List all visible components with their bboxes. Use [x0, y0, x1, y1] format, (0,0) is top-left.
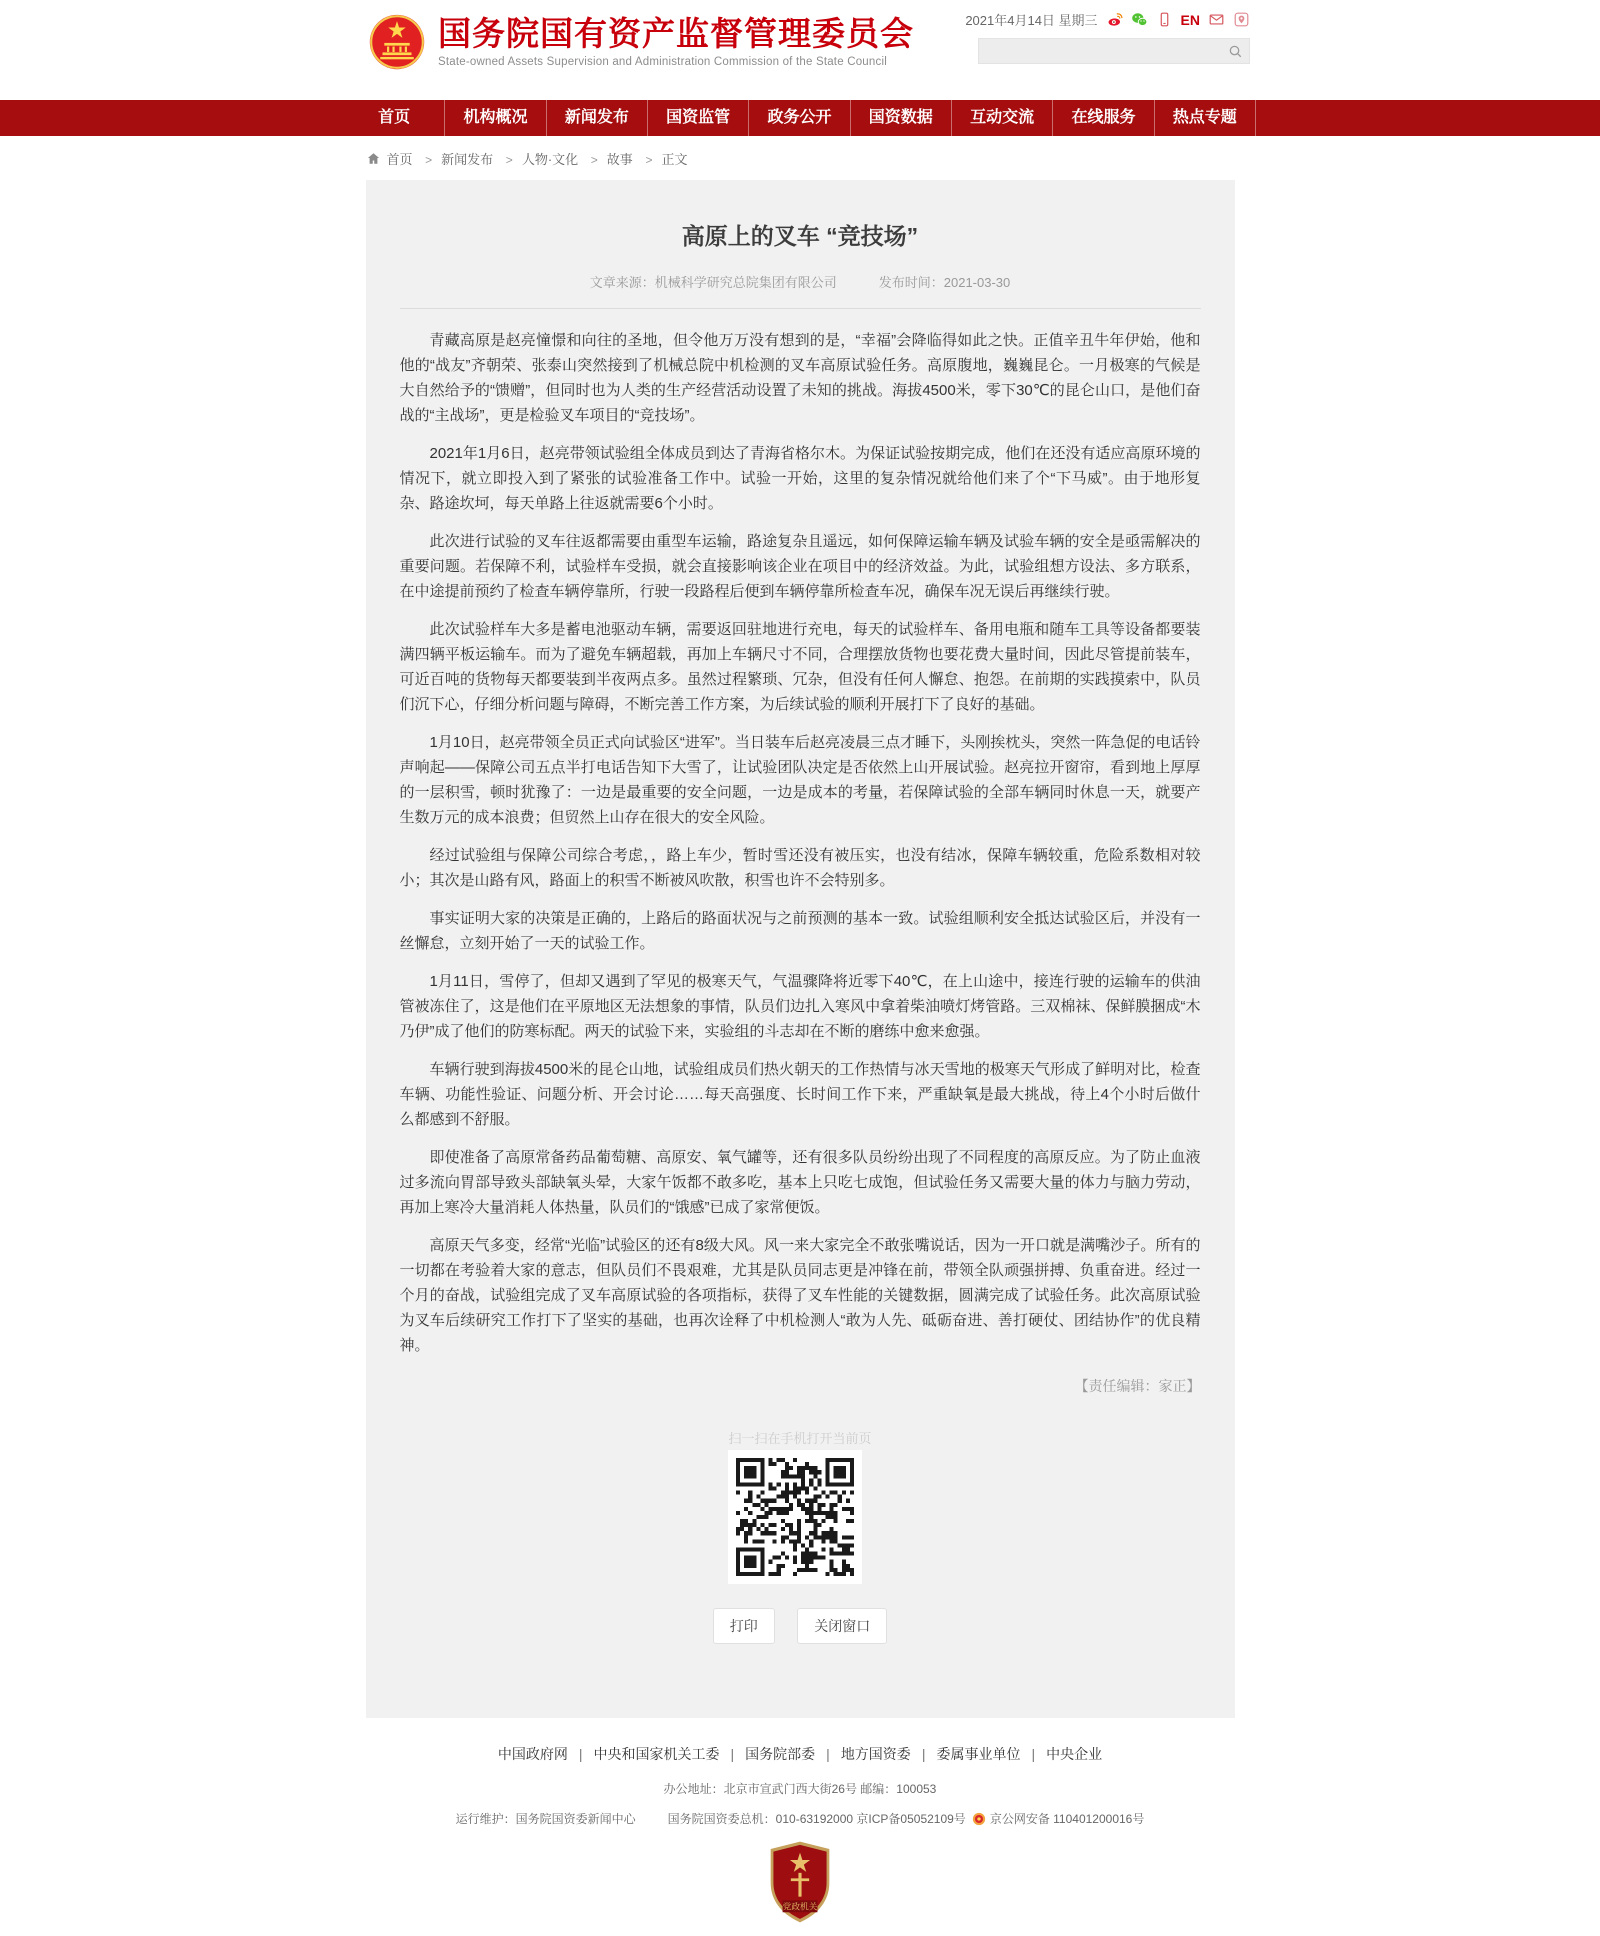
main-nav: [0, 100, 1600, 136]
article-source: 机械科学研究总院集团有限公司: [654, 275, 837, 290]
print-button[interactable]: 打印: [713, 1608, 775, 1644]
gov-badge-label: 党政机关: [782, 1901, 818, 1912]
article-paragraph: 事实证明大家的决策是正确的，上路后的路面状况与之前预测的基本一致。试验组顺利安全抵达试验区后，并没有一丝懈怠，立刻开始了一天的试验工作。: [399, 910, 1201, 952]
header-utilities: [965, 10, 1250, 64]
breadcrumb-item[interactable]: > 新闻发布: [416, 152, 493, 167]
article-paragraph: 此次进行试验的叉车往返都需要由重型车运输，路途复杂且遥远，如何保障运输车辆及试验车辆的安全是亟需解决的重要问题。若保障不利，试验样车受损，就会直接影响该企业在项目中的经济效益。为此，试验组想方设法、多方联系，在中途提前预约了检查车辆停靠所，行驶一段路程后便到车辆停靠所检查车况，确保车况无误后再继续行驶。: [399, 533, 1201, 600]
breadcrumb-item[interactable]: > 故事: [582, 152, 633, 167]
search-box: [978, 38, 1250, 64]
breadcrumb: [366, 149, 1235, 168]
nav-item[interactable]: 新闻发布: [547, 100, 648, 136]
search-input[interactable]: [979, 39, 1222, 63]
publish-time-label: 发布时间：: [878, 275, 944, 290]
nav-item[interactable]: 互动交流: [952, 100, 1053, 136]
article-paragraph: 1月10日，赵亮带领全员正式向试验区“进军”。当日装车后赵亮凌晨三点才睡下，头刚挨枕头，突然一阵急促的电话铃声响起——保障公司五点半打电话告知下大雪了，让试验团队决定是否依然上山开展试验。赵亮拉开窗帘，看到地上厚厚的一层积雪，顿时犹豫了：一边是最重要的安全问题，一边是成本的考量，若保障试验的全部车辆同时休息一天，就要产生数万元的成本浪费；但贸然上山存在很大的安全风险。: [399, 734, 1201, 826]
footer-maintenance: 运行维护：国务院国资委新闻中心: [455, 1812, 636, 1826]
footer-link[interactable]: | 国务院部委: [720, 1744, 816, 1764]
mobile-icon[interactable]: [1156, 11, 1173, 28]
breadcrumb-item[interactable]: > 正文: [636, 152, 687, 167]
editor-note: 【责任编辑：家正】: [1074, 1378, 1201, 1394]
breadcrumb-item[interactable]: 首页: [386, 152, 413, 167]
publish-date: 2021-03-30: [943, 275, 1011, 290]
brand: [368, 13, 914, 71]
nav-item[interactable]: 国资数据: [851, 100, 952, 136]
nav-item[interactable]: 热点专题: [1155, 100, 1256, 136]
article-body: [366, 309, 1235, 1358]
article-source-label: 文章来源：: [589, 275, 655, 290]
article-paragraph: 此次试验样车大多是蓄电池驱动车辆，需要返回驻地进行充电，每天的试验样车、备用电瓶和随车工具等设备都要装满四辆平板运输车。而为了避免车辆超载，再加上车辆尺寸不同，合理摆放货物也要花费大量时间，因此尽管提前装车，可近百吨的货物每天都要装到半夜两点多。虽然过程繁琐、冗杂，但没有任何人懈怠、抱怨。在前期的实践摸索中，队员们沉下心，仔细分析问题与障碍，不断完善工作方案，为后续试验的顺利开展打下了良好的基础。: [399, 621, 1201, 713]
article-paragraph: 1月11日，雪停了，但却又遇到了罕见的极寒天气，气温骤降将近零下40℃，在上山途中，接连行驶的运输车的供油管被冻住了，这是他们在平原地区无法想象的事情，队员们边扎入寒风中拿着柴油喷灯烤管路。三双棉袜、保鲜膜捆成“木乃伊”成了他们的防寒标配。两天的试验下来，实验组的斗志却在不断的磨练中愈来愈强。: [399, 973, 1201, 1040]
article-paragraph: 青藏高原是赵亮憧憬和向往的圣地，但令他万万没有想到的是，“幸福”会降临得如此之快。正值辛丑牛年伊始，他和他的“战友”齐朝荣、张泰山突然接到了机械总院中机检测的叉车高原试验任务。高原腹地，巍巍昆仑。一月极寒的气候是大自然给予的“馈赠”，但同时也为人类的生产经营活动设置了未知的挑战。海拔4500米，零下30℃的昆仑山口，是他们奋战的“主战场”，更是检验叉车项目的“竞技场”。: [399, 332, 1201, 424]
article-head: [400, 180, 1201, 309]
date-text: 2021年4月14日 星期三: [965, 13, 1098, 28]
footer-link[interactable]: | 中央和国家机关工委: [568, 1744, 720, 1764]
search-button[interactable]: [1222, 44, 1249, 59]
site-title: 国务院国有资产监督管理委员会: [438, 15, 914, 53]
weibo-icon[interactable]: [1106, 11, 1123, 28]
nav-item[interactable]: 机构概况: [445, 100, 546, 136]
nav-item[interactable]: 首页: [344, 100, 445, 136]
site-header: [0, 0, 1600, 100]
article-paragraph: 2021年1月6日，赵亮带领试验组全体成员到达了青海省格尔木。为保证试验按期完成，他们在还没有适应高原环境的情况下，就立即投入到了紧张的试验准备工作中。试验一开始，这里的复杂情况就给他们来了个“下马威”。由于地形复杂、路途坎坷，每天单路上往返就需要6个小时。: [399, 445, 1201, 512]
wap-location-icon[interactable]: [1233, 11, 1250, 28]
close-window-button[interactable]: 关闭窗口: [797, 1608, 887, 1644]
search-icon: [1228, 44, 1243, 59]
qr-block: [366, 1428, 1235, 1584]
footer-address: 办公地址：北京市宣武门西大街26号 邮编：100053: [663, 1782, 937, 1796]
article-actions: [366, 1608, 1235, 1644]
national-emblem-logo: [368, 13, 426, 71]
qr-caption: 扫一扫在手机打开当前页: [728, 1431, 872, 1446]
page-title: 高原上的叉车 “竞技场”: [681, 223, 919, 249]
nav-item[interactable]: 政务公开: [749, 100, 850, 136]
article-paragraph: 即使准备了高原常备药品葡萄糖、高原安、氧气罐等，还有很多队员纷纷出现了不同程度的高原反应。为了防止血液过多流向胃部导致头部缺氧头晕，大家午饭都不敢多吃，基本上只吃七成饱，但试验任务又需要大量的体力与脑力劳动，再加上寒冷大量消耗人体热量，队员们的“饿感”已成了家常便饭。: [399, 1149, 1201, 1216]
article-paragraph: 经过试验组与保障公司综合考虑，，路上车少，暂时雪还没有被压实，也没有结冰，保障车辆较重，危险系数相对较小；其次是山路有风，路面上的积雪不断被风吹散，积雪也许不会特别多。: [399, 847, 1201, 889]
article-paragraph: 高原天气多变，经常“光临”试验区的还有8级大风。风一来大家完全不敢张嘴说话，因为一开口就是满嘴沙子。所有的一切都在考验着大家的意志，但队员们不畏艰难，尤其是队员同志更是冲锋在前，带领全队顽强拼搏、负重奋进。经过一个月的奋战，试验组完成了叉车高原试验的各项指标，获得了叉车性能的关键数据，圆满完成了试验任务。此次高原试验为叉车后续研究工作打下了坚实的基础，也再次诠释了中机检测人“敢为人先、砥砺奋进、善打硬仗、团结协作”的优良精神。: [399, 1237, 1201, 1354]
footer-link[interactable]: | 中央企业: [1020, 1744, 1102, 1764]
en-link[interactable]: EN: [1180, 11, 1200, 28]
footer-maintenance-row: [0, 1810, 1600, 1827]
police-badge-icon: [972, 1812, 986, 1826]
nav-item[interactable]: 在线服务: [1053, 100, 1154, 136]
footer-link[interactable]: | 委属事业单位: [911, 1744, 1021, 1764]
article-container: [366, 180, 1235, 1718]
qr-code: [728, 1450, 862, 1584]
police-record-link[interactable]: 京公网安备 110401200016号: [989, 1812, 1145, 1826]
mail-icon[interactable]: [1208, 11, 1225, 28]
nav-item[interactable]: 国资监管: [648, 100, 749, 136]
breadcrumb-item[interactable]: > 人物·文化: [497, 152, 578, 167]
article-meta: [400, 272, 1201, 291]
footer-link[interactable]: 中国政府网: [497, 1746, 568, 1762]
footer-link[interactable]: | 地方国资委: [815, 1744, 911, 1764]
wechat-icon[interactable]: [1131, 11, 1148, 28]
gov-badge: [0, 1839, 1600, 1936]
home-icon: [366, 151, 381, 166]
footer-contact: 国务院国资委总机：010-63192000 京ICP备05052109号: [667, 1812, 966, 1826]
site-footer: [0, 1718, 1600, 1936]
article-paragraph: 车辆行驶到海拔4500米的昆仑山地，试验组成员们热火朝天的工作热情与冰天雪地的极寒天气形成了鲜明对比，检查车辆、功能性验证、问题分析、开会讨论……每天高强度、长时间工作下来，严重缺氧是最大挑战，待上4个小时后做什么都感到不舒服。: [399, 1061, 1201, 1128]
site-subtitle: State-owned Assets Supervision and Administration Commission of the State Council: [438, 55, 887, 68]
